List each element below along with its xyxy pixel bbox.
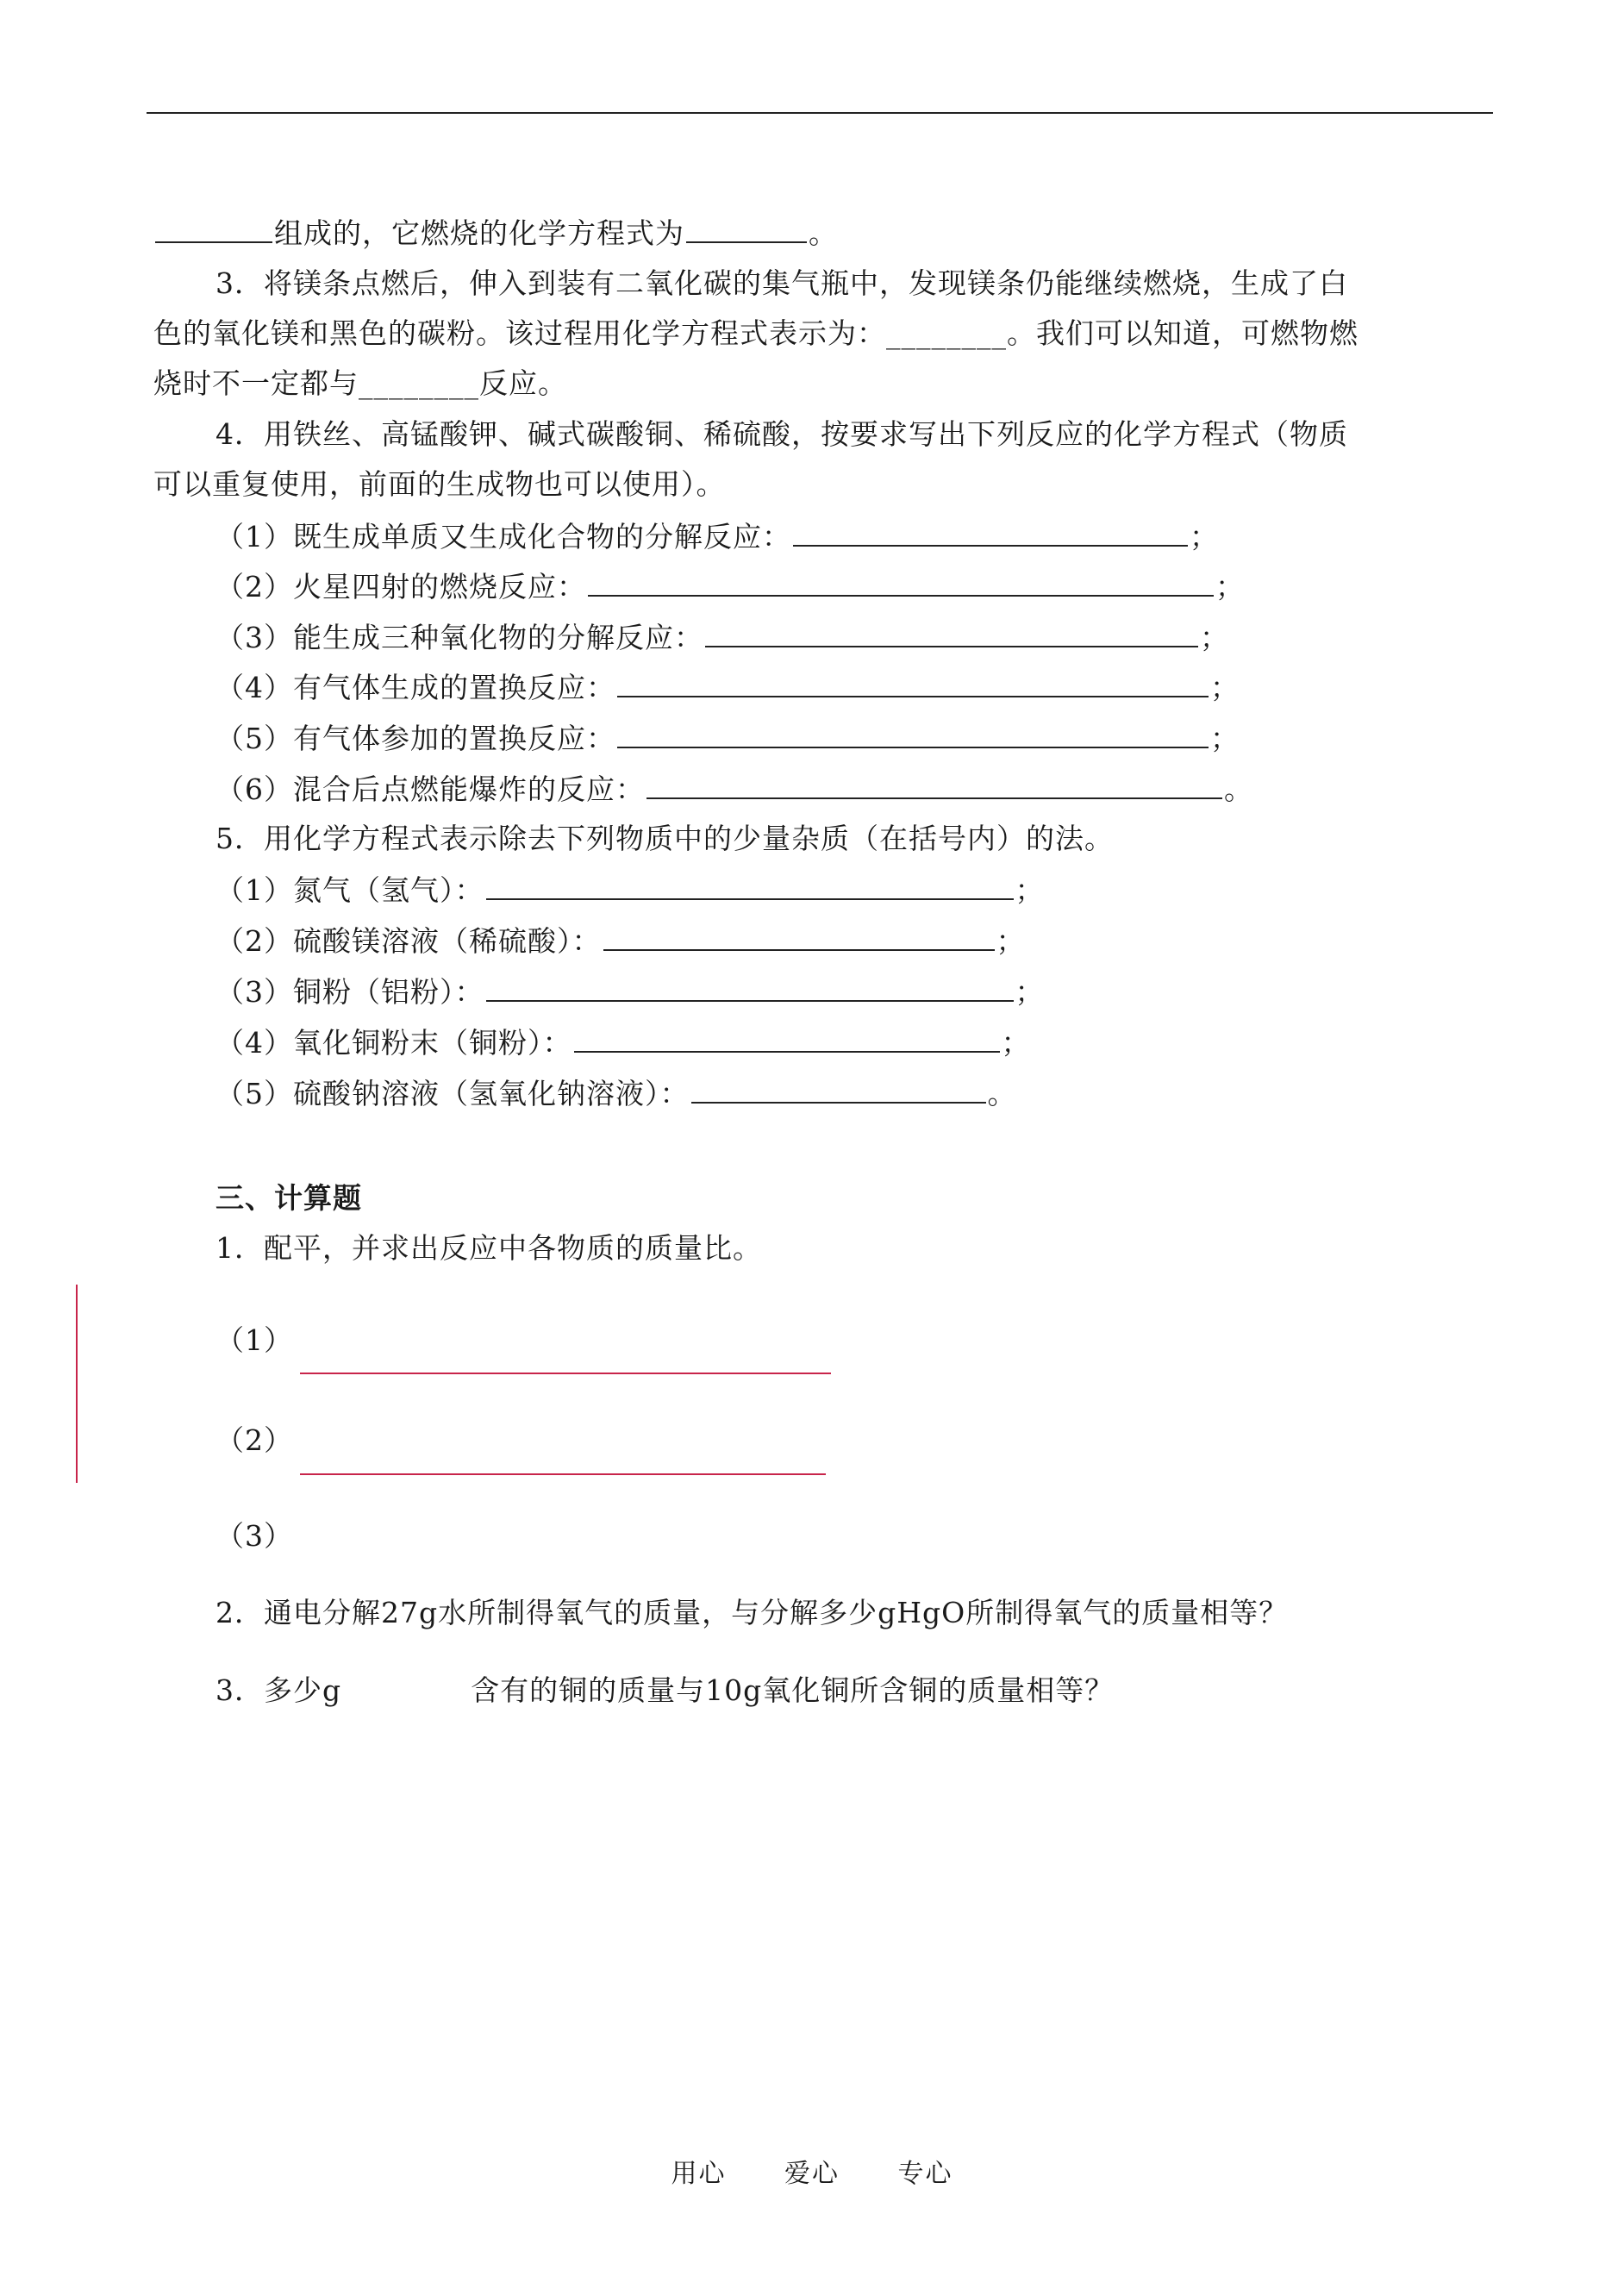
answer-blank[interactable] — [574, 1025, 1000, 1053]
equation-underline-2 — [300, 1473, 826, 1475]
line-text: 组成的，它燃烧的化学方程式为 — [274, 216, 684, 250]
answer-blank[interactable] — [617, 721, 1209, 748]
section-3-heading: 三、计算题 — [215, 1181, 362, 1215]
footer-item: 爱心 — [784, 2159, 840, 2189]
q4-item-4: （4）有气体生成的置换反应： ； — [215, 671, 1240, 704]
answer-blank[interactable] — [691, 1076, 986, 1104]
section-3-question-1: 1．配平，并求出反应中各物质的质量比。 — [215, 1231, 762, 1265]
header-rule — [147, 112, 1493, 114]
footer — [0, 2152, 1624, 2190]
blank-field — [686, 216, 807, 243]
answer-blank[interactable] — [486, 974, 1014, 1002]
section-3-question-3: 3．多少g 含有的铜的质量与10g氧化铜所含铜的质量相等？ — [215, 1673, 1115, 1707]
line-text: 。 — [809, 216, 838, 250]
blank-field — [155, 216, 272, 243]
question-3-line-3: 烧时不一定都与________反应。 — [153, 366, 567, 400]
subpart-3-label: （3） — [215, 1519, 293, 1553]
line-continuation — [153, 216, 838, 251]
answer-blank[interactable] — [705, 620, 1198, 647]
answer-blank[interactable] — [603, 923, 995, 951]
q5-item-2: （2）硫酸镁溶液（稀硫酸）： ； — [215, 924, 1026, 958]
question-5-title: 5．用化学方程式表示除去下列物质中的少量杂质（在括号内）的法。 — [215, 822, 1114, 855]
answer-blank[interactable] — [588, 569, 1214, 597]
q5-item-5: （5）硫酸钠溶液（氢氧化钠溶液）： 。 — [215, 1077, 1017, 1110]
footer-item: 专心 — [897, 2159, 953, 2189]
answer-blank[interactable] — [617, 670, 1209, 697]
q4-item-6: （6）混合后点燃能爆炸的反应： 。 — [215, 772, 1253, 806]
q5-item-3: （3）铜粉（铝粉）： ； — [215, 975, 1045, 1009]
footer-item: 用心 — [671, 2159, 727, 2189]
q4-item-2: （2）火星四射的燃烧反应： ； — [215, 570, 1245, 603]
q5-item-1: （1）氮气（氢气）： ； — [215, 873, 1045, 907]
equation-underline-1 — [300, 1373, 831, 1374]
answer-blank[interactable] — [486, 872, 1014, 900]
q4-item-5: （5）有气体参加的置换反应： ； — [215, 722, 1240, 755]
section-3-question-2: 2．通电分解27g水所制得氧气的质量，与分解多少gHgO所制得氧气的质量相等？ — [215, 1596, 1289, 1629]
q5-item-4: （4）氧化铜粉末（铜粉）： ； — [215, 1026, 1031, 1060]
q4-item-1: （1）既生成单质又生成化合物的分解反应： ； — [215, 520, 1219, 553]
q4-item-3: （3）能生成三种氧化物的分解反应： ； — [215, 621, 1229, 654]
question-3-line-1: 3．将镁条点燃后，伸入到装有二氧化碳的集气瓶中，发现镁条仍能继续燃烧，生成了白 — [215, 266, 1348, 300]
answer-blank[interactable] — [793, 519, 1188, 547]
subpart-2-label: （2） — [215, 1423, 293, 1457]
question-4-line-1: 4．用铁丝、高锰酸钾、碱式碳酸铜、稀硫酸，按要求写出下列反应的化学方程式（物质 — [215, 417, 1348, 451]
question-4-line-2: 可以重复使用，前面的生成物也可以使用）。 — [153, 467, 726, 501]
question-3-line-2: 色的氧化镁和黑色的碳粉。该过程用化学方程式表示为：________。我们可以知道，可燃物燃 — [153, 316, 1359, 350]
subpart-1-label: （1） — [215, 1323, 293, 1357]
margin-bar — [76, 1285, 78, 1483]
answer-blank[interactable] — [646, 772, 1222, 799]
